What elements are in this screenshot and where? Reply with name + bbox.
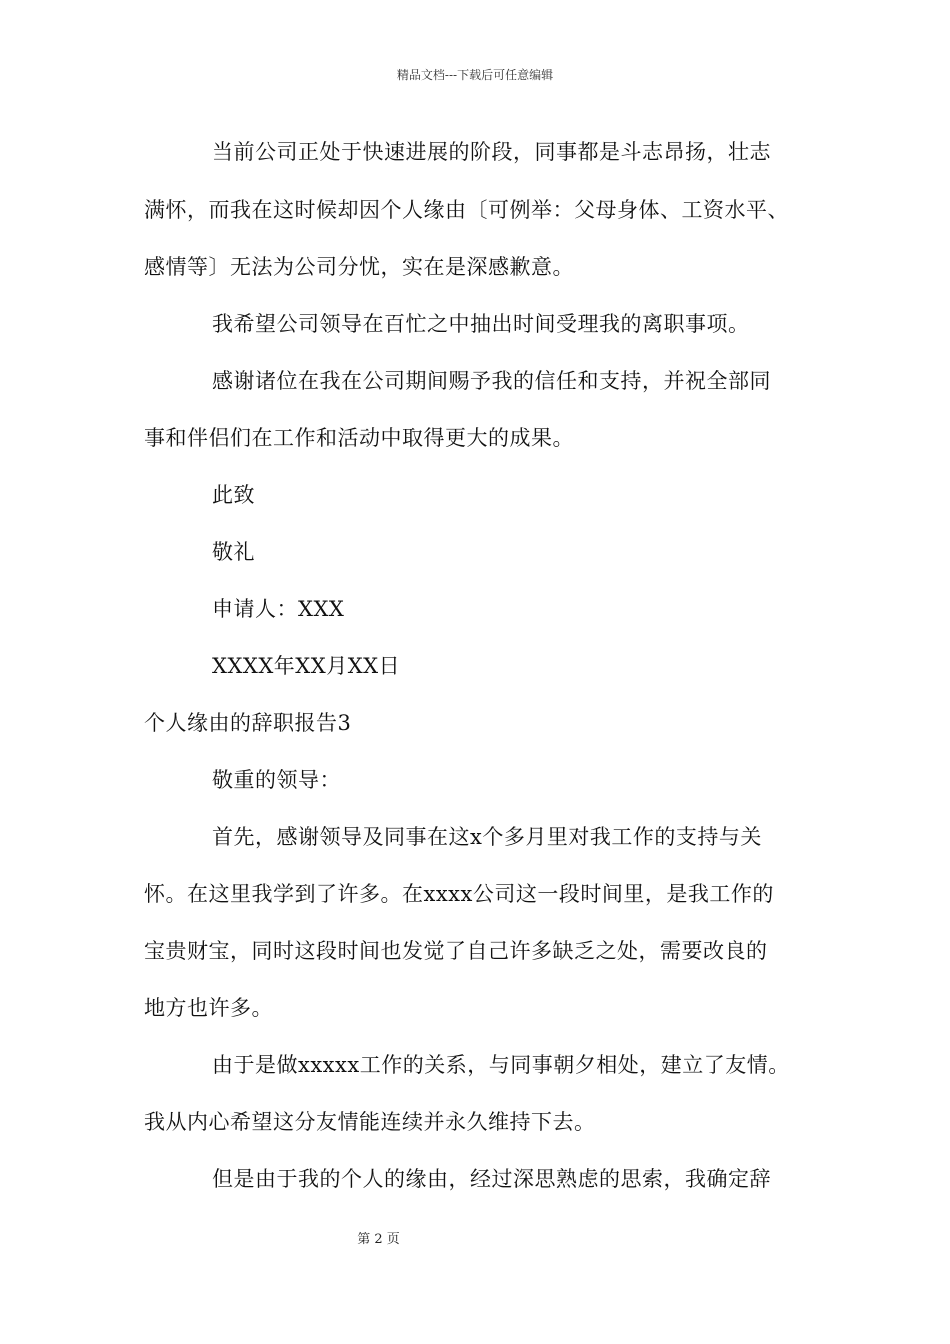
closing-line: 此致 bbox=[212, 483, 255, 507]
paragraph-line: 感谢诸位在我在公司期间赐予我的信任和支持，并祝全部同 bbox=[212, 369, 771, 393]
paragraph-line: 但是由于我的个人的缘由，经过深思熟虑的思索，我确定辞 bbox=[212, 1167, 771, 1191]
salutation-line: 敬重的领导： bbox=[212, 768, 341, 792]
paragraph-line: 怀。在这里我学到了许多。在xxxx公司这一段时间里，是我工作的 bbox=[144, 882, 774, 906]
paragraph-line: 宝贵财宝，同时这段时间也发觉了自己许多缺乏之处，需要改良的 bbox=[144, 939, 768, 963]
paragraph-line: 感情等〕无法为公司分忧，实在是深感歉意。 bbox=[144, 255, 574, 279]
date-line: XXXX年XX月XX日 bbox=[212, 654, 401, 678]
paragraph-line: 由于是做xxxxx工作的关系，与同事朝夕相处，建立了友情。 bbox=[212, 1053, 790, 1077]
paragraph-line: 我希望公司领导在百忙之中抽出时间受理我的离职事项。 bbox=[212, 312, 750, 336]
paragraph-line: 事和伴侣们在工作和活动中取得更大的成果。 bbox=[144, 426, 574, 450]
closing-line: 敬礼 bbox=[212, 540, 255, 564]
page-number: 第 2 页 bbox=[357, 1232, 400, 1247]
paragraph-line: 当前公司正处于快速进展的阶段，同事都是斗志昂扬，壮志 bbox=[212, 140, 771, 164]
page-header: 精品文档---下载后可任意编辑 bbox=[396, 68, 554, 82]
paragraph-line: 我从内心希望这分友情能连续并永久维持下去。 bbox=[144, 1110, 596, 1134]
paragraph-line: 首先，感谢领导及同事在这x个多月里对我工作的支持与关 bbox=[212, 825, 762, 849]
section-title: 个人缘由的辞职报告3 bbox=[144, 711, 352, 735]
paragraph-line: 满怀，而我在这时候却因个人缘由〔可例举：父母身体、工资水平、 bbox=[144, 198, 789, 222]
signature-line: 申请人：XXX bbox=[212, 597, 345, 621]
paragraph-line: 地方也许多。 bbox=[144, 996, 273, 1020]
